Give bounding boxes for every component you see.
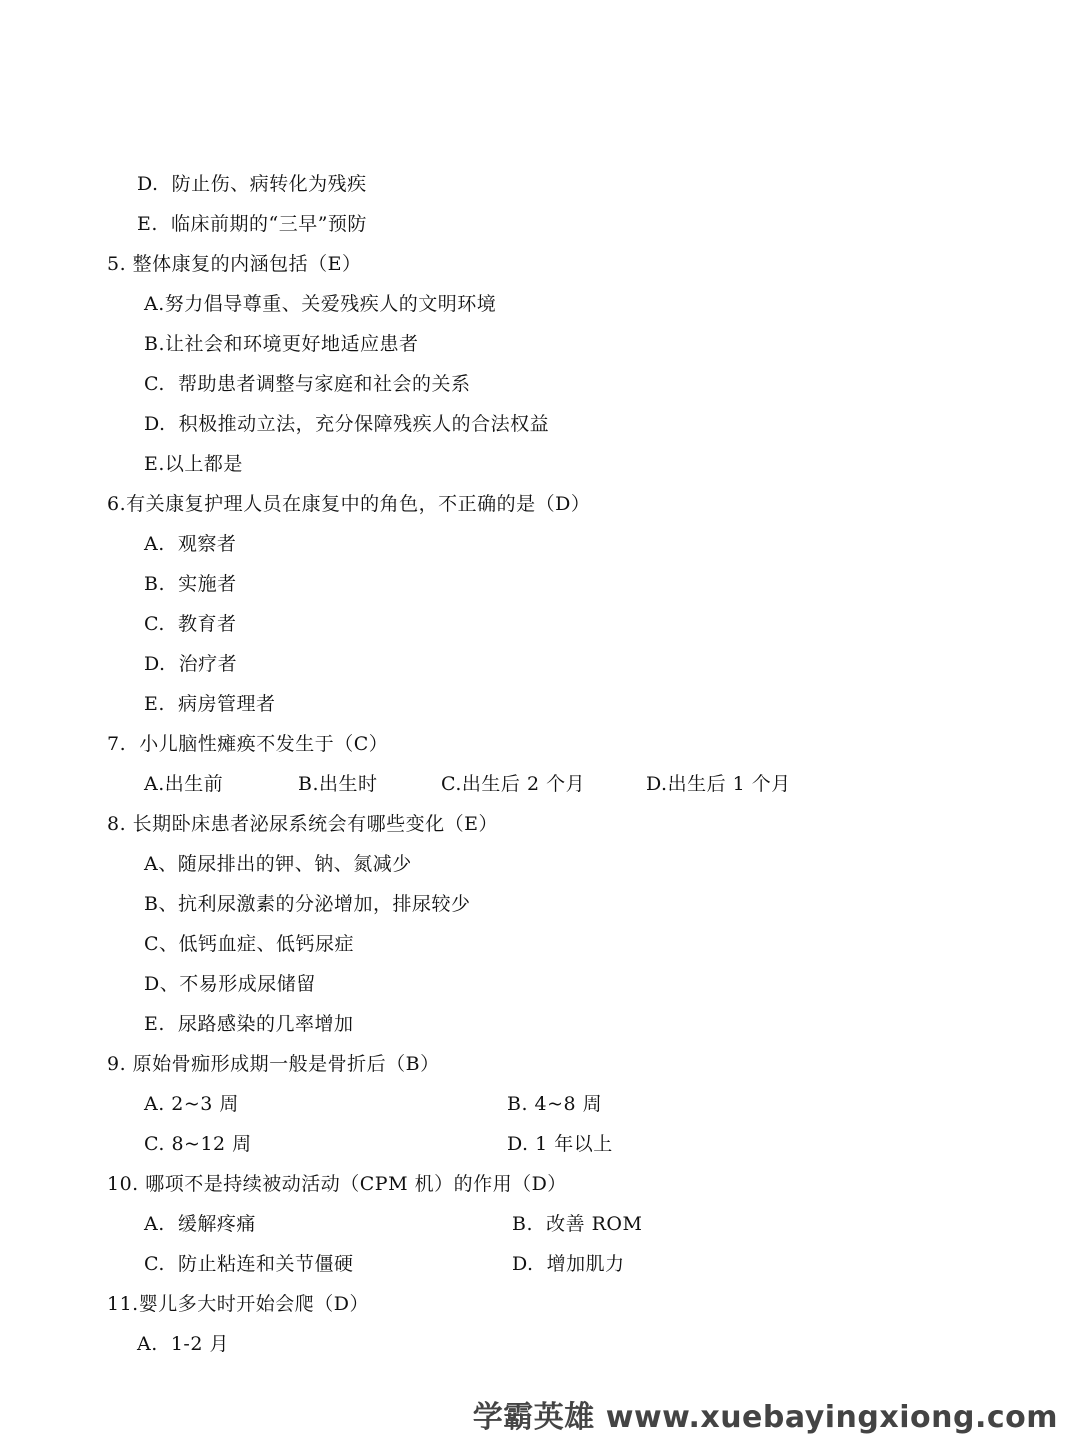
option-a-q8: A、随尿排出的钾、钠、氮减少: [144, 853, 412, 875]
option-d-q9: D. 1 年以上: [507, 1133, 613, 1155]
option-c-q6: C. 教育者: [144, 613, 237, 635]
option-e-q5: E.以上都是: [144, 453, 243, 475]
option-c-q9: C. 8~12 周: [144, 1133, 252, 1155]
option-c-q5: C. 帮助患者调整与家庭和社会的关系: [144, 373, 471, 395]
option-e-q6: E. 病房管理者: [144, 693, 276, 715]
option-b-q10: B. 改善 ROM: [512, 1213, 643, 1235]
option-b-q7: B.出生时: [298, 773, 378, 795]
question-11: 11.婴儿多大时开始会爬（D）: [107, 1293, 369, 1315]
option-b-q9: B. 4~8 周: [507, 1093, 603, 1115]
option-d-q6: D. 治疗者: [144, 653, 238, 675]
option-d-q8: D、不易形成尿储留: [144, 973, 316, 995]
option-d-q10: D. 增加肌力: [512, 1253, 625, 1275]
option-d-q5: D. 积极推动立法，充分保障残疾人的合法权益: [144, 413, 550, 435]
option-a-q6: A. 观察者: [144, 533, 237, 555]
question-6: 6.有关康复护理人员在康复中的角色，不正确的是（D）: [107, 493, 591, 515]
question-7: 7. 小儿脑性瘫痪不发生于（C）: [107, 733, 389, 755]
question-9: 9. 原始骨痂形成期一般是骨折后（B）: [107, 1053, 440, 1075]
site-watermark: 学霸英雄 www.xuebayingxiong.com: [472, 1400, 1058, 1435]
option-a-q5: A.努力倡导尊重、关爱残疾人的文明环境: [144, 293, 497, 315]
option-a-q11: A. 1-2 月: [137, 1333, 229, 1355]
question-8: 8. 长期卧床患者泌尿系统会有哪些变化（E）: [107, 813, 499, 835]
option-b-q6: B. 实施者: [144, 573, 237, 595]
option-e-q8: E. 尿路感染的几率增加: [144, 1013, 354, 1035]
option-d-q4: D. 防止伤、病转化为残疾: [137, 173, 367, 195]
question-10: 10. 哪项不是持续被动活动（CPM 机）的作用（D）: [107, 1173, 567, 1195]
option-a-q9: A. 2~3 周: [144, 1093, 239, 1115]
option-b-q8: B、抗利尿激素的分泌增加，排尿较少: [144, 893, 471, 915]
option-c-q10: C. 防止粘连和关节僵硬: [144, 1253, 354, 1275]
option-b-q5: B.让社会和环境更好地适应患者: [144, 333, 419, 355]
option-c-q7: C.出生后 2 个月: [441, 773, 586, 795]
option-a-q10: A. 缓解疼痛: [144, 1213, 256, 1235]
question-5: 5. 整体康复的内涵包括（E）: [107, 253, 362, 275]
option-d-q7: D.出生后 1 个月: [646, 773, 791, 795]
option-c-q8: C、低钙血症、低钙尿症: [144, 933, 355, 955]
option-e-q4: E. 临床前期的“三早”预防: [137, 213, 367, 235]
option-a-q7: A.出生前: [144, 773, 224, 795]
